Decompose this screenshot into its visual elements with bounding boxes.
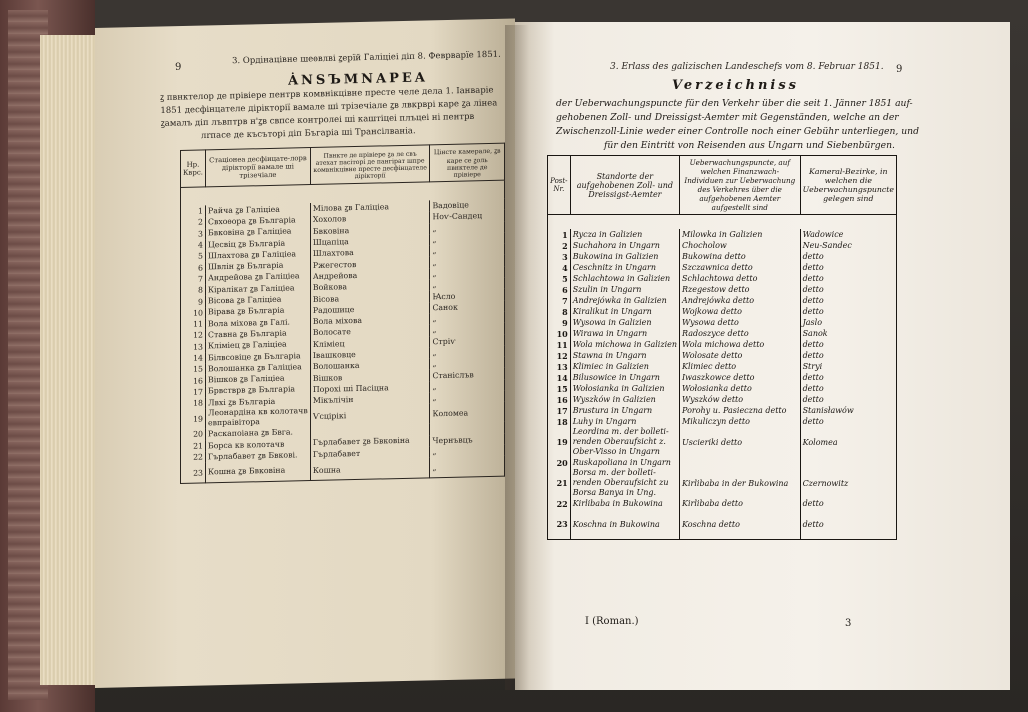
cell-nr: 10 [181, 307, 206, 319]
cell-nr: 9 [181, 296, 206, 308]
cell-nr: 1 [181, 205, 206, 217]
cell-b: Schlachtowa detto [680, 273, 801, 284]
cell-nr: 2 [548, 240, 571, 251]
cell-c: Ꙗсло [430, 289, 505, 302]
table-row [548, 416, 897, 427]
right-intro-line: gehobenen Zoll- und Dreissigst-Aemter mit Gegenständen, welche an der [556, 112, 899, 123]
table-row [548, 383, 897, 394]
cell-nr: 21 [548, 468, 571, 498]
cell-nr: 22 [181, 451, 206, 463]
cell-b: Волосате [310, 325, 430, 339]
cell-c: detto [800, 350, 896, 361]
cell-nr: 14 [181, 352, 206, 364]
cell-b: Войкова [310, 279, 430, 293]
cell-c: Kolomea [800, 427, 896, 457]
cell-a: Koschna in Bukowina [570, 509, 679, 540]
cell-a: Schlachtowa in Galizien [570, 273, 679, 284]
cell-a: Брвстврв ꙁв Българiа [205, 384, 310, 398]
cell-a: Вола мiхова ꙁв Галi. [205, 316, 310, 330]
cell-b: Klimiec detto [680, 361, 801, 372]
cell-b: Клiмiец [310, 336, 430, 350]
cell-nr: 4 [181, 239, 206, 251]
cell-a: Свхоѳора ꙁв Българiа [205, 214, 310, 228]
right-col-header: Standorte der aufgehobenen Zoll- und Dreissigst-Aemter [570, 156, 679, 215]
left-intro-line: 1851 десфiнцателе дiрiкторiї вамале шi трiзечiале ꙁв лвкрврi каре ꙁа лiнеа [160, 98, 498, 116]
cell-nr: 7 [548, 295, 571, 306]
cell-c: „ [430, 456, 505, 478]
cell-b: Radoszyce detto [680, 328, 801, 339]
cell-a: Wola michowa in Galizien [570, 339, 679, 350]
cell-a: Bilusowice in Ungarn [570, 372, 679, 383]
cell-b: Wola michowa detto [680, 339, 801, 350]
left-col-header: Цiнсте камерале, ꙁв каре се ꙁоль пвнктеле де прiвiере [430, 143, 505, 182]
cell-a: Bukowina in Galizien [570, 251, 679, 262]
cell-nr: 8 [548, 306, 571, 317]
right-footer-page: 3 [845, 618, 852, 629]
right-intro-line: für den Eintritt von Reisenden aus Ungarn und Siebenbürgen. [604, 140, 895, 151]
cell-nr: 16 [181, 375, 206, 387]
cell-c: „ [430, 445, 505, 458]
table-row [548, 457, 897, 468]
cell-b: Iwaszkowce detto [680, 372, 801, 383]
cell-nr: 3 [548, 251, 571, 262]
cell-a: Klimiec in Galizien [570, 361, 679, 372]
cell-b: Вiсова [310, 291, 430, 305]
cell-c: Jaslo [800, 317, 896, 328]
cell-a: Szulin in Ungarn [570, 284, 679, 295]
right-page-title: Verzeichniss [672, 78, 799, 93]
cell-nr: 3 [181, 228, 206, 240]
cell-b: Rzegestow detto [680, 284, 801, 295]
cell-b: Koschna detto [680, 509, 801, 540]
cell-b: Andrejówka detto [680, 295, 801, 306]
cell-a: Stawna in Ungarn [570, 350, 679, 361]
cell-a: Борса кв колотачв [205, 438, 310, 452]
cell-c: Czernowitz [800, 468, 896, 498]
cell-a: Kiralikut in Ungarn [570, 306, 679, 317]
cell-c: Sanok [800, 328, 896, 339]
cell-b: Wołosianka detto [680, 383, 801, 394]
cell-nr: 17 [181, 386, 206, 398]
left-page-header: 3. Ордiнацiвне шеѳвлвi ꙁерїй Галiцiеi дiп 8. Феврварïе 1851. [231, 49, 501, 67]
cell-b: Вiшков [310, 370, 430, 384]
table-row [548, 295, 897, 306]
cell-nr: 23 [548, 509, 571, 540]
cell-c: Санок [430, 300, 505, 313]
cell-c: detto [800, 394, 896, 405]
cell-b: Андрейова [310, 268, 430, 282]
cell-nr: 8 [181, 284, 206, 296]
right-col-header: Post-Nr. [548, 156, 571, 215]
cell-a: Шлахтова ꙁв Галiцiеа [205, 248, 310, 262]
cell-c: Стрiѵ [430, 334, 505, 347]
cell-a: Ruskapoliana in Ungarn [570, 457, 679, 468]
cell-nr: 11 [181, 318, 206, 330]
table-row [548, 240, 897, 251]
cell-a: Luhy in Ungarn [570, 416, 679, 427]
cell-b: Wojkowa detto [680, 306, 801, 317]
left-intro-line: ꙁ пвнктелор де прiвiере пентрв комвнiкцiвне прeсте челе дела 1. Iанварiе [160, 85, 494, 103]
cell-a: Бвковiна ꙁв Галiцiеа [205, 226, 310, 240]
cell-nr: 7 [181, 273, 206, 285]
cell-b: Радошице [310, 302, 430, 316]
table-row [548, 273, 897, 284]
cell-c: Stanisławów [800, 405, 896, 416]
cell-b: Шлахтова [310, 246, 430, 260]
cell-nr: 12 [181, 330, 206, 342]
cell-c: detto [800, 498, 896, 509]
cell-c: detto [800, 251, 896, 262]
cell-nr: 22 [548, 498, 571, 509]
cell-nr: 13 [548, 361, 571, 372]
table-row [548, 306, 897, 317]
table-row [548, 339, 897, 350]
cell-b: Iвашковце [310, 347, 430, 361]
cell-a: Волошанка ꙁв Галiцiеа [205, 361, 310, 375]
cell-b: Бвковiна [310, 223, 430, 237]
cell-b: Milowka in Galizien [680, 229, 801, 240]
cell-nr: 23 [181, 463, 206, 484]
cell-c: detto [800, 383, 896, 394]
right-page-header: 3. Erlass des galizischen Landeschefs vom 8. Februar 1851. [610, 62, 884, 72]
cell-b: Kirlibaba in der Bukowina [680, 468, 801, 498]
cell-nr: 1 [548, 229, 571, 240]
cell-c: „ [430, 357, 505, 370]
left-table [180, 143, 505, 485]
cell-nr: 12 [548, 350, 571, 361]
left-intro-line: лrпасе де късъторi дiп Бъгарiа шi Трансiлванiа. [200, 126, 416, 142]
cell-nr: 2 [181, 217, 206, 229]
cell-a: Бiлвсовiце ꙁв Българiа [205, 350, 310, 364]
cell-b: Porohy u. Pasieczna detto [680, 405, 801, 416]
cell-c: Коломеа [430, 402, 505, 424]
cell-a: Wirawa in Ungarn [570, 328, 679, 339]
cell-c: Станiслъв [430, 368, 505, 381]
table-row [548, 405, 897, 416]
left-page-number: 9 [175, 62, 182, 73]
cell-a: Цесвiц ꙁв Българiа [205, 237, 310, 251]
cell-c: detto [800, 416, 896, 427]
cell-c: Вадовiце [430, 199, 505, 212]
cell-b: Chocholow [680, 240, 801, 251]
left-intro [160, 84, 511, 144]
cell-nr: 15 [548, 383, 571, 394]
table-row [548, 229, 897, 240]
cell-b: Ѵсцiрiкi [310, 404, 430, 427]
table-row [548, 372, 897, 383]
table-row [548, 468, 897, 498]
right-footer-signature: I (Roman.) [585, 616, 639, 627]
right-col-header: Kameral-Bezirke, in welchen die Ueberwachungspuncte gelegen sind [800, 156, 896, 215]
cell-nr: 15 [181, 364, 206, 376]
cell-b: Bukowina detto [680, 251, 801, 262]
cell-b: Гърлабавет [310, 446, 430, 460]
cell-b: Гърлабавет ꙁв Бвковiна [310, 435, 430, 449]
cell-a: Kirlibaba in Bukowina [570, 498, 679, 509]
cell-a: Ставна ꙁв Българiа [205, 327, 310, 341]
cell-nr: 17 [548, 405, 571, 416]
cell-c: „ [430, 244, 505, 257]
cell-a: Кошна ꙁв Бвковiна [205, 460, 310, 483]
cell-a: Леонардiна кв колотачв евпраiвiтора [205, 406, 310, 428]
table-row [548, 328, 897, 339]
cell-a: Швлiн ꙁв Българiа [205, 260, 310, 274]
cell-c: „ [430, 233, 505, 246]
cell-nr: 11 [548, 339, 571, 350]
cell-b: Мiлова ꙁв Галiцiеа [310, 200, 430, 214]
table-row [548, 251, 897, 262]
cell-nr: 5 [181, 251, 206, 263]
right-intro [556, 97, 919, 153]
cell-nr: 19 [548, 427, 571, 457]
table-row [548, 509, 897, 540]
cell-c: „ [430, 391, 505, 404]
cell-b: Вола мiхова [310, 313, 430, 327]
cell-c: Wadowice [800, 229, 896, 240]
right-col-header: Ueberwachungspuncte, auf welchen Finanzwach-Individuen zur Ueberwachung des Verkehres über die aufgehobenen Aemter aufgestellt sind [680, 156, 801, 215]
cell-a: Wyszków in Galizien [570, 394, 679, 405]
cell-c: „ [430, 345, 505, 358]
cell-b: Mikuliczyn detto [680, 416, 801, 427]
cell-c: Stryi [800, 361, 896, 372]
cell-a: Rycza in Galizien [570, 229, 679, 240]
cell-b: Wolosate detto [680, 350, 801, 361]
cell-b: Ржегестов [310, 257, 430, 271]
cell-nr: 21 [181, 440, 206, 452]
table-row [548, 361, 897, 372]
cell-c: „ [430, 255, 505, 268]
cell-c: detto [800, 284, 896, 295]
cell-b: Кошна [310, 458, 430, 481]
cell-a: Andrejówka in Galizien [570, 295, 679, 306]
cell-nr: 10 [548, 328, 571, 339]
table-row [548, 498, 897, 509]
cell-c: detto [800, 295, 896, 306]
left-col-header: Пвнкте де прiвiере ꙁа ле свъ атехат пасiторi де пангiрат шпре комвнiкцiвне прeсте десфiнцателе дiрiкторiї [310, 145, 430, 185]
right-table [547, 155, 897, 540]
table-row [548, 394, 897, 405]
cell-b: Пороxi шi Пасiцна [310, 381, 430, 395]
page-stack-edge [40, 35, 100, 685]
table-row [548, 350, 897, 361]
cell-nr: 13 [181, 341, 206, 353]
cell-b [680, 457, 801, 468]
table-row [548, 284, 897, 295]
cell-c: detto [800, 273, 896, 284]
right-intro-line: der Ueberwachungspuncte für den Verkehr über die seit 1. Jänner 1851 auf- [556, 98, 913, 109]
cell-a: Кiралiкат ꙁв Галiцiеа [205, 282, 310, 296]
cell-nr: 18 [548, 416, 571, 427]
cell-b: Wysowa detto [680, 317, 801, 328]
right-page-number: 9 [896, 64, 903, 75]
cell-a: Borsa m. der bolleti-renden Oberaufsicht zu Borsa Banya in Ung. [570, 468, 679, 498]
cell-a: Андрейова ꙁв Галiцiеа [205, 271, 310, 285]
left-col-header: Стаціонеа десфiнцате-лорв дiрiкторiї вамале шi трiзечiале [205, 148, 310, 187]
cell-nr: 4 [548, 262, 571, 273]
cell-c: detto [800, 306, 896, 317]
right-intro-line: Zwischenzoll-Linie weder einer Controlle noch einer Gebühr unterliegen, und [556, 126, 919, 137]
cell-c: Чернъвцъ [430, 433, 505, 446]
cell-c: „ [430, 323, 505, 336]
left-col-header: Нр. Кврс. [181, 150, 206, 188]
cell-c [800, 457, 896, 468]
left-page-title: ȦNSЪMNAPEA [287, 70, 429, 89]
table-row [548, 427, 897, 457]
cell-b: Szczawnica detto [680, 262, 801, 273]
cell-b: Мiкълiчiн [310, 392, 430, 406]
table-row [548, 317, 897, 328]
cell-nr: 5 [548, 273, 571, 284]
cell-c: detto [800, 509, 896, 540]
cell-c: detto [800, 339, 896, 350]
cell-nr: 19 [181, 409, 206, 430]
cell-b: Хохолов [310, 212, 430, 226]
cell-b: Wyszków detto [680, 394, 801, 405]
cell-b: Uscieriki detto [680, 427, 801, 457]
cell-nr: 20 [548, 457, 571, 468]
cell-b: Kirlibaba detto [680, 498, 801, 509]
table-row [548, 262, 897, 273]
cell-c: „ [430, 266, 505, 279]
cell-b: Шцапiца [310, 234, 430, 248]
cell-a: Райча ꙁв Галiцiеа [205, 203, 310, 217]
cell-c: Ноѵ-Сандец [430, 210, 505, 223]
cell-c: „ [430, 379, 505, 392]
cell-c: „ [430, 221, 505, 234]
cell-c: „ [430, 278, 505, 291]
cell-a: Вiрава ꙁв Българiа [205, 305, 310, 319]
cell-a: Вiшков ꙁв Галiцiеа [205, 372, 310, 386]
cell-c: Neu-Sandec [800, 240, 896, 251]
cell-a: Лвхi ꙁв Българiа [205, 395, 310, 409]
cell-nr: 18 [181, 397, 206, 409]
cell-nr: 14 [548, 372, 571, 383]
cell-nr: 6 [548, 284, 571, 295]
cell-a: Wysowa in Galizien [570, 317, 679, 328]
cell-a: Ceschnitz in Ungarn [570, 262, 679, 273]
cell-c: detto [800, 372, 896, 383]
left-intro-line: ꙁамалъ дiп лъвптрв н'ꙁв свпсе контролеi шi каштiцеi плъцеi нi пентрв [160, 111, 475, 129]
cell-a: Wołosianka in Galizien [570, 383, 679, 394]
cell-a: Клiмiец ꙁв Галiцiеа [205, 339, 310, 353]
cell-a: Brustura in Ungarn [570, 405, 679, 416]
cell-a: Раскапоiана ꙁв Бвга. [205, 426, 310, 440]
cell-c: „ [430, 312, 505, 325]
cell-a: Suchahora in Ungarn [570, 240, 679, 251]
cell-a: Leordina m. der bolleti-renden Oberaufsicht z. Ober-Visso in Ungarn [570, 427, 679, 457]
cell-nr: 16 [548, 394, 571, 405]
cell-a: Вiсова ꙁв Галiцiеа [205, 293, 310, 307]
cell-b: Волошанка [310, 358, 430, 372]
cell-nr: 20 [181, 429, 206, 441]
cell-c: detto [800, 262, 896, 273]
cell-nr: 6 [181, 262, 206, 274]
cell-nr: 9 [548, 317, 571, 328]
cell-a: Гърлабавет ꙁв Бвковi. [205, 449, 310, 463]
